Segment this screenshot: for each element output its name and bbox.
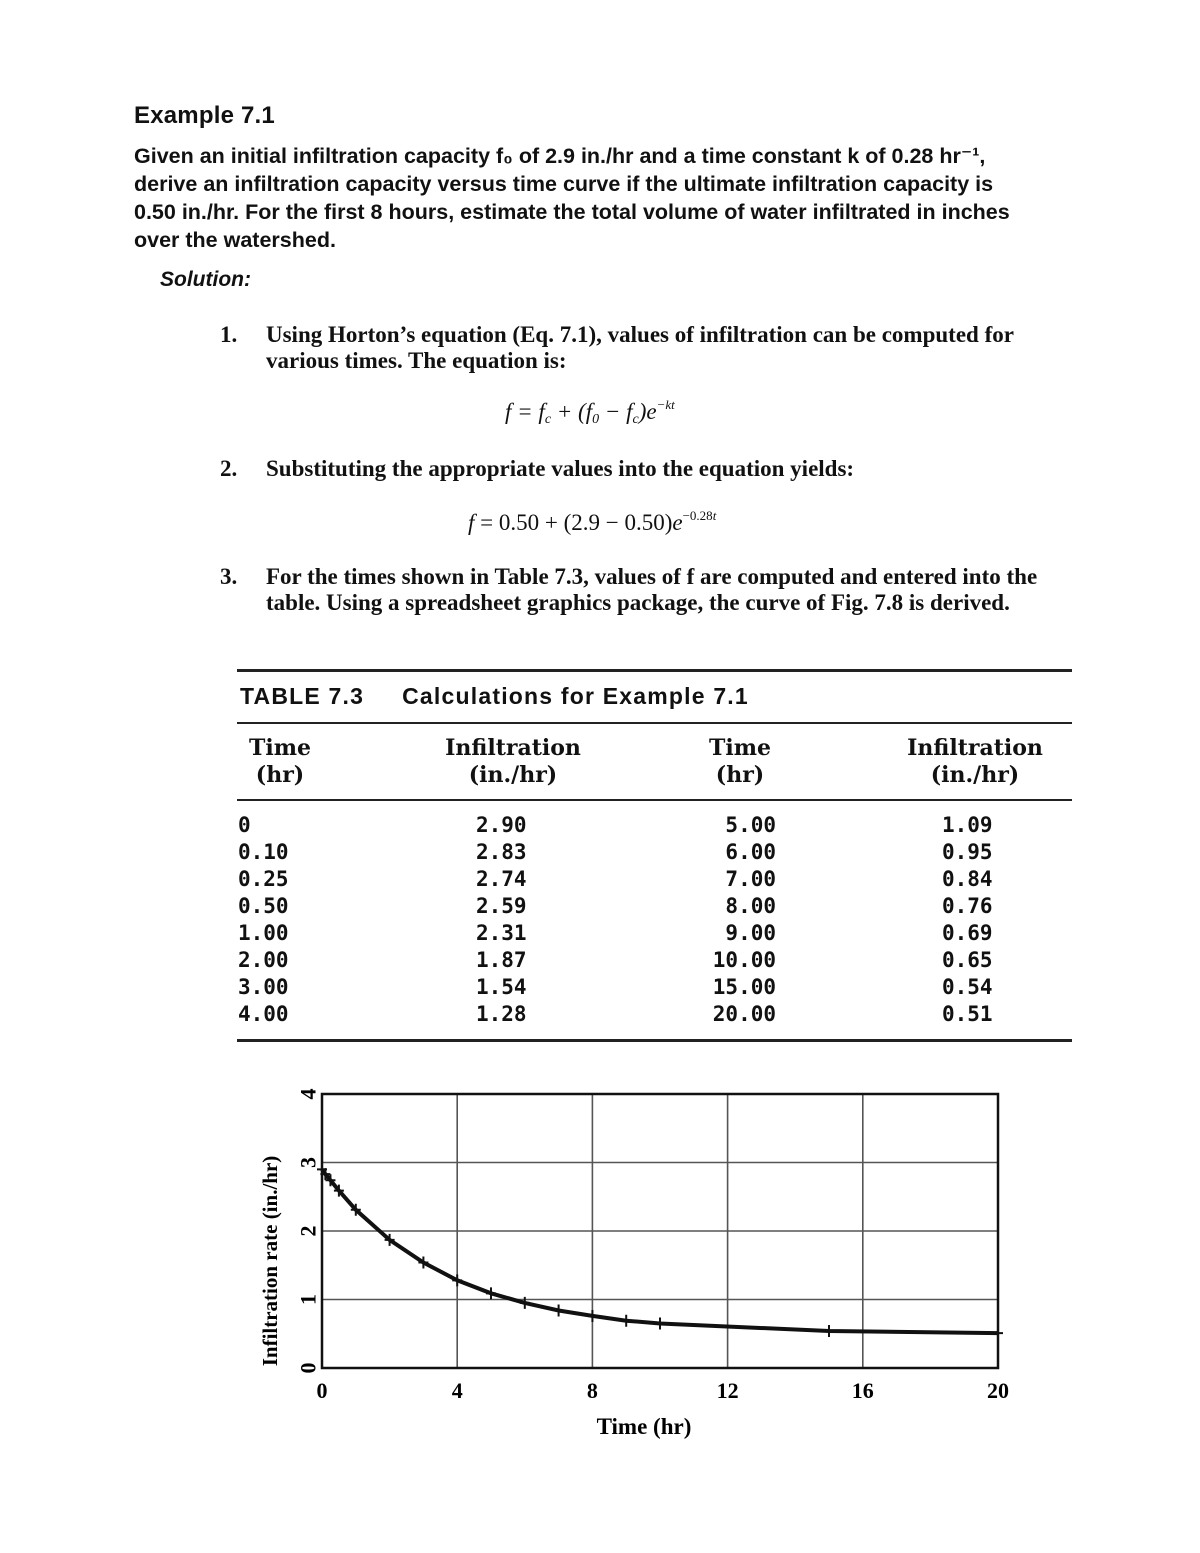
x-tick-label: 20 xyxy=(987,1378,1009,1403)
table-cell: 10.00 xyxy=(712,948,776,972)
step-text: various times. The equation is: xyxy=(266,348,567,373)
table-cell: 2.74 xyxy=(476,867,527,891)
data-point xyxy=(621,1315,631,1327)
table-cell: 0.84 xyxy=(942,867,993,891)
data-point xyxy=(486,1287,496,1299)
step-number: 1. xyxy=(220,322,238,347)
table-cell: 0.69 xyxy=(942,921,993,945)
table-cell: 0.65 xyxy=(942,948,993,972)
table-cell: 6.00 xyxy=(725,840,776,864)
table-caption-text: Calculations for Example 7.1 xyxy=(402,683,749,709)
table-column-infiltration-2 xyxy=(942,812,993,1028)
table-cell: 0 xyxy=(238,813,251,837)
table-cell: 0.50 xyxy=(238,894,289,918)
table-cell: 9.00 xyxy=(725,921,776,945)
table-header-time: Time (hr) xyxy=(248,735,311,788)
table-cell: 20.00 xyxy=(712,1002,776,1026)
table-cell: 0.51 xyxy=(942,1002,993,1026)
data-point xyxy=(587,1310,597,1322)
table-cell: 1.87 xyxy=(476,948,527,972)
table-cell: 0.54 xyxy=(942,975,993,999)
horton-equation: $f = f_c + (f_0 - f_c)e^{-kt}$ xyxy=(505,397,675,427)
table-caption xyxy=(240,683,749,710)
data-point xyxy=(824,1325,834,1337)
table-cell: 2.31 xyxy=(476,921,527,945)
table-cell: 1.54 xyxy=(476,975,527,999)
table-header-infiltration: Infiltration (in./hr) xyxy=(907,735,1043,788)
infiltration-chart xyxy=(240,1070,1030,1480)
table-cell: 0.25 xyxy=(238,867,289,891)
step-number: 3. xyxy=(220,564,238,589)
data-point xyxy=(452,1274,462,1286)
infiltration-curve xyxy=(322,1169,998,1333)
table-column-time-1 xyxy=(238,812,289,1028)
y-tick-label: 1 xyxy=(295,1294,321,1305)
problem-line: 0.50 in./hr. For the first 8 hours, estimate the total volume of water infiltrated in inches xyxy=(134,200,1010,224)
table-cell: 0.95 xyxy=(942,840,993,864)
y-axis-label: Infiltration rate (in./hr) xyxy=(258,1155,282,1367)
table-cell: 1.28 xyxy=(476,1002,527,1026)
y-tick-label: 2 xyxy=(295,1225,321,1237)
step-2 xyxy=(220,456,1100,486)
table-bottom-rule xyxy=(237,1039,1072,1042)
table-header-time: Time (hr) xyxy=(708,735,771,788)
table-header-infiltration: Infiltration (in./hr) xyxy=(445,735,581,788)
step-text: table. Using a spreadsheet graphics package, the curve of Fig. 7.8 is derived. xyxy=(266,590,1010,615)
example-title: Example 7.1 xyxy=(134,102,275,129)
step-text: For the times shown in Table 7.3, values of f are computed and entered into the xyxy=(266,564,1038,589)
problem-statement xyxy=(134,142,1079,254)
x-tick-label: 8 xyxy=(586,1378,598,1403)
step-text: Substituting the appropriate values into the equation yields: xyxy=(266,456,855,481)
table-column-time-2 xyxy=(680,812,776,1028)
data-point xyxy=(993,1327,1003,1339)
data-point xyxy=(554,1304,564,1316)
table-cell: 4.00 xyxy=(238,1002,289,1026)
step-text: Using Horton’s equation (Eq. 7.1), values of infiltration can be computed for xyxy=(266,322,1014,347)
substituted-equation: $f = 0.50 + (2.9 - 0.50)e^{-0.28t}$ xyxy=(468,508,717,535)
table-cell: 0.10 xyxy=(238,840,289,864)
problem-line: over the watershed. xyxy=(134,228,336,252)
table-cell: 8.00 xyxy=(725,894,776,918)
problem-line: Given an initial infiltration capacity f₀ of 2.9 in./hr and a time constant k of 0.28 hr⁻¹, xyxy=(134,144,986,168)
table-cell: 0.76 xyxy=(942,894,993,918)
table-header-rule xyxy=(237,799,1072,801)
table-cell: 1.00 xyxy=(238,921,289,945)
x-tick-label: 12 xyxy=(716,1378,739,1403)
table-cell: 7.00 xyxy=(725,867,776,891)
table-cell: 15.00 xyxy=(712,975,776,999)
solution-heading: Solution: xyxy=(160,268,251,291)
table-column-infiltration-1 xyxy=(476,812,527,1028)
x-axis-label: Time (hr) xyxy=(596,1414,692,1439)
y-tick-label: 3 xyxy=(295,1157,321,1168)
table-caption-rule xyxy=(237,722,1072,724)
x-tick-label: 0 xyxy=(316,1378,328,1403)
table-cell: 2.90 xyxy=(476,813,527,837)
table-cell: 3.00 xyxy=(238,975,289,999)
table-cell: 2.00 xyxy=(238,948,289,972)
y-tick-label: 0 xyxy=(295,1362,321,1374)
table-cell: 1.09 xyxy=(942,813,993,837)
table-top-rule xyxy=(237,669,1072,672)
table-cell: 5.00 xyxy=(725,813,776,837)
problem-line: derive an infiltration capacity versus time curve if the ultimate infiltration capacity is xyxy=(134,172,994,196)
table-label: TABLE 7.3 xyxy=(240,683,365,709)
step-3 xyxy=(220,564,1100,624)
step-number: 2. xyxy=(220,456,238,481)
y-tick-label: 4 xyxy=(295,1088,321,1100)
table-cell: 2.59 xyxy=(476,894,527,918)
data-point xyxy=(655,1317,665,1329)
table-cell: 2.83 xyxy=(476,840,527,864)
x-tick-label: 4 xyxy=(451,1378,463,1403)
x-tick-label: 16 xyxy=(851,1378,874,1403)
step-1 xyxy=(220,322,1100,382)
